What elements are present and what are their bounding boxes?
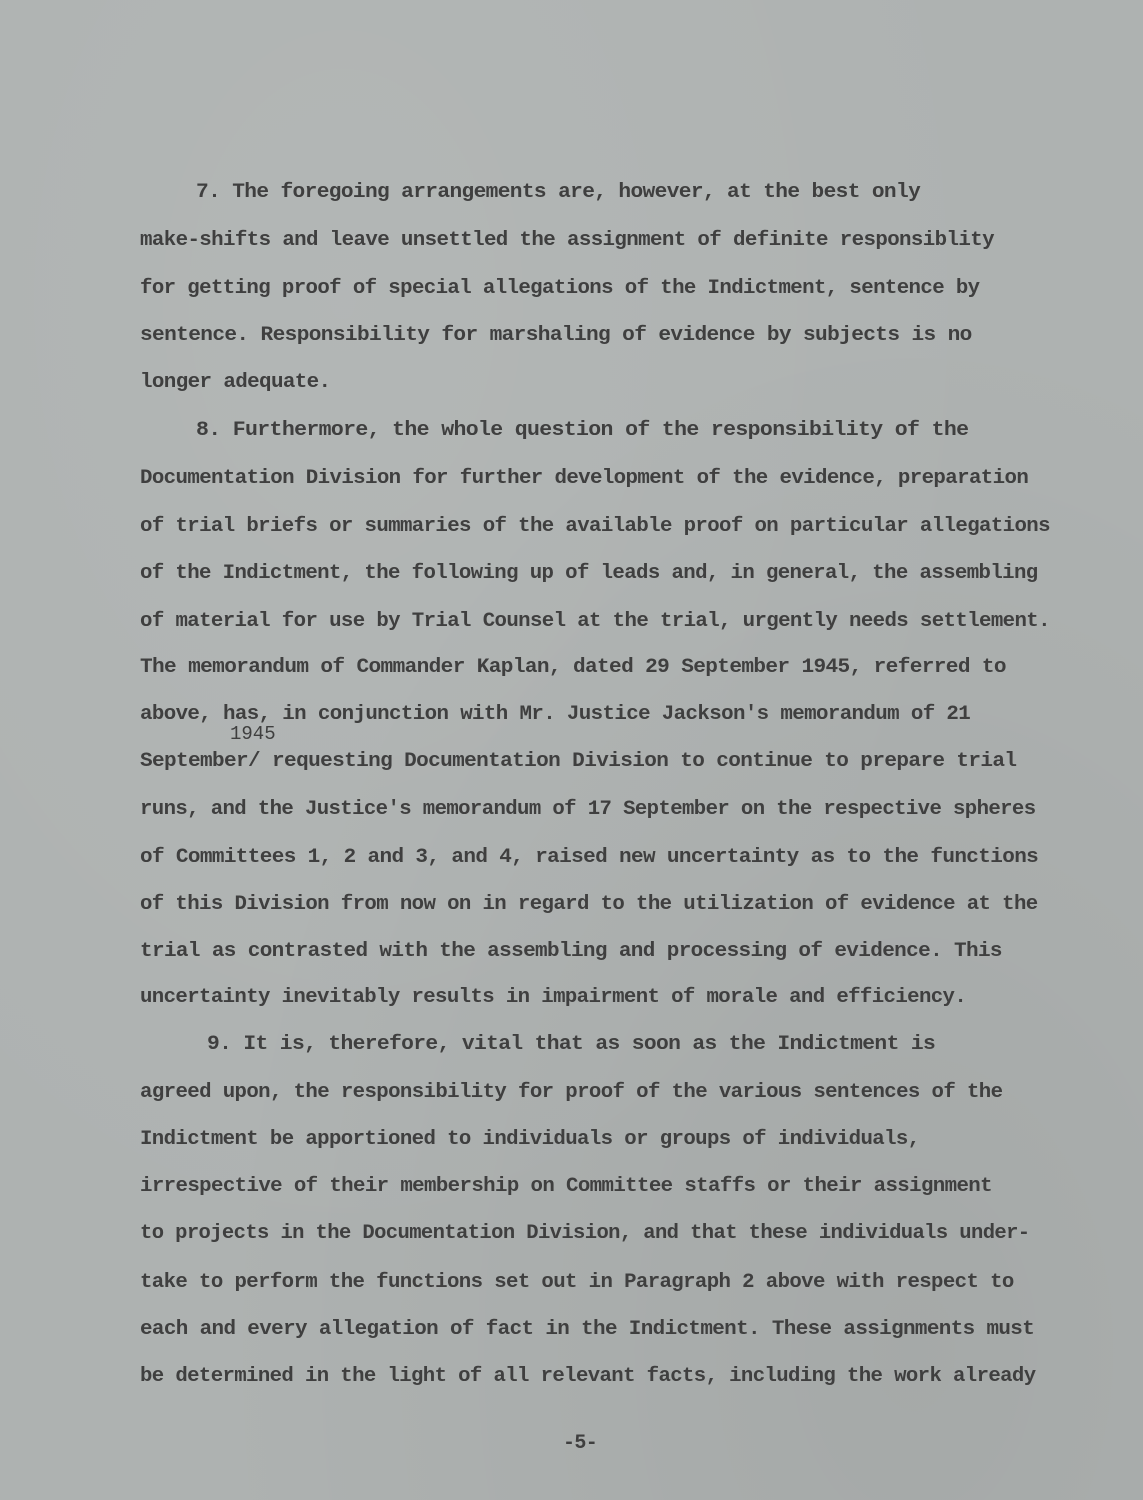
text-line: 9. It is, therefore, vital that as soon as the Indictment is	[207, 1033, 936, 1056]
text-line: take to perform the functions set out in Paragraph 2 above with respect to	[140, 1271, 1014, 1294]
text-line: The memorandum of Commander Kaplan, dated 29 September 1945, referred to	[140, 656, 1006, 679]
text-line: irrespective of their membership on Committee staffs or their assignment	[140, 1175, 992, 1198]
text-line: uncertainty inevitably results in impairment of morale and efficiency.	[140, 986, 967, 1009]
text-line: of material for use by Trial Counsel at the trial, urgently needs settlement.	[140, 610, 1050, 633]
interlinear-insert-year: 1945	[230, 723, 276, 745]
text-line: above, has, in conjunction with Mr. Justice Jackson's memorandum of 21	[140, 703, 971, 726]
text-line: Indictment be apportioned to individuals or groups of individuals,	[140, 1128, 920, 1151]
text-line: of this Division from now on in regard to the utilization of evidence at the	[140, 893, 1038, 916]
text-line: each and every allegation of fact in the Indictment. These assignments must	[140, 1318, 1035, 1341]
text-line: sentence. Responsibility for marshaling of evidence by subjects is no	[140, 324, 972, 347]
text-line: of trial briefs or summaries of the available proof on particular allegations	[140, 515, 1050, 538]
text-line: longer adequate.	[140, 371, 331, 394]
text-line: to projects in the Documentation Division, and that these individuals under-	[140, 1222, 1030, 1245]
page-number: -5-	[563, 1432, 598, 1455]
text-line: September/ requesting Documentation Division to continue to prepare trial	[140, 750, 1017, 773]
text-line: make-shifts and leave unsettled the assignment of definite responsiblity	[140, 229, 994, 252]
text-line: 8. Furthermore, the whole question of the responsibility of the	[196, 419, 969, 442]
text-line: be determined in the light of all relevant facts, including the work already	[140, 1365, 1036, 1388]
text-line: of Committees 1, 2 and 3, and 4, raised new uncertainty as to the functions	[140, 846, 1039, 869]
text-line: trial as contrasted with the assembling and processing of evidence. This	[140, 940, 1002, 963]
text-line: Documentation Division for further development of the evidence, preparation	[140, 467, 1029, 490]
text-line: runs, and the Justice's memorandum of 17 September on the respective spheres	[140, 798, 1036, 821]
text-line: 7. The foregoing arrangements are, however, at the best only	[196, 181, 921, 204]
text-line: of the Indictment, the following up of leads and, in general, the assembling	[140, 562, 1038, 585]
text-line: agreed upon, the responsibility for proof of the various sentences of the	[140, 1081, 1003, 1104]
text-line: for getting proof of special allegations of the Indictment, sentence by	[140, 277, 980, 300]
